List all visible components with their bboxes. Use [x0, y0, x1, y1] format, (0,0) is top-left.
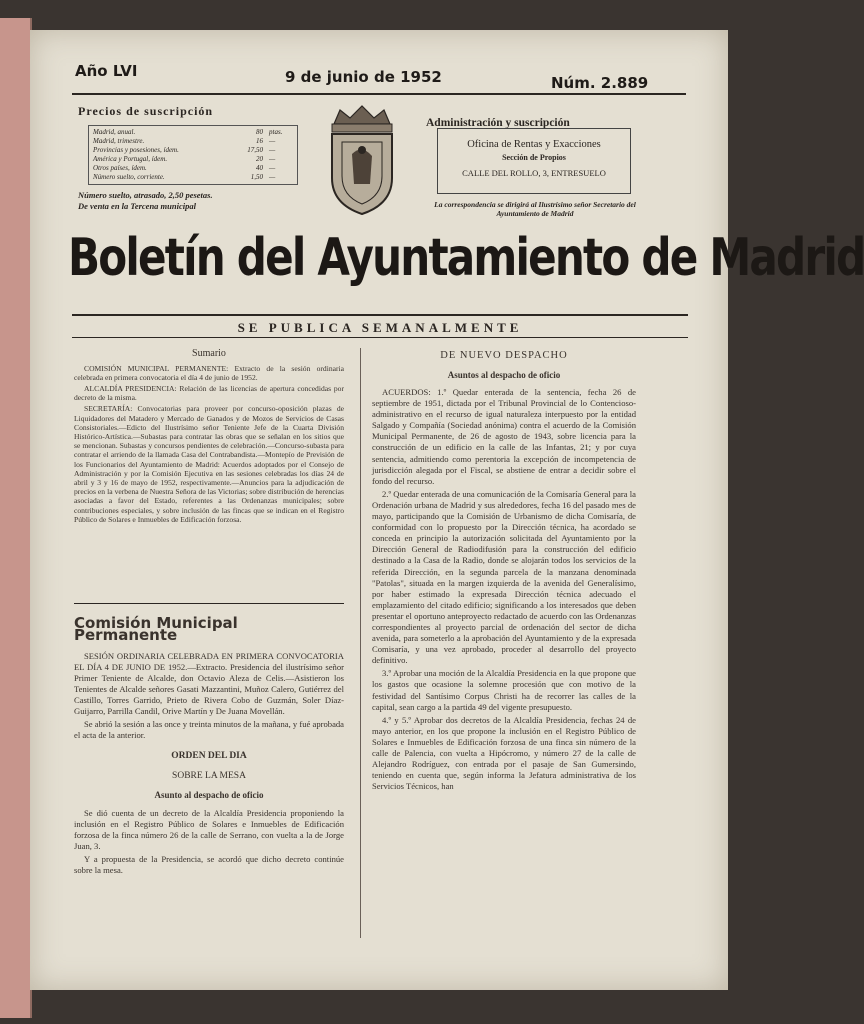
subscription-note-1: Número suelto, atrasado, 2,50 pesetas.	[78, 190, 213, 200]
issue-date: 9 de junio de 1952	[285, 68, 442, 86]
paragraph: SESIÓN ORDINARIA CELEBRADA EN PRIMERA CONVOCATORIA EL DÍA 4 DE JUNIO DE 1952.—Extracto. Presidencia del ilustrísimo señor Primer Teniente de Alcalde, don Octavio Aleza de Celis.—Asistieron los Tenientes de Alcalde señores Gasati Mazzantini, Muñoz Calero, Gutiérrez del Castillo, Torres Garrido, Prieto de Rivera Cobo de Guzmán, Soler Díaz-Guijarro, Parrilla Candil, Orive Martín y De Juana Movellán.	[74, 651, 344, 716]
paragraph: 2.º Quedar enterada de una comunicación de la Comisaría General para la Ordenación urbana de Madrid y sus alrededores, fecha 16 del pasado mes de mayo, participando que la Comisión de Urbanismo de dicha Comisaría, de conformidad con lo propuesto por la Dirección técnica, ha acordado se conceda en principio la autorización solicitada del Ayuntamiento por la Dirección General de Radiodifusión para la construcción del edificio destinado a la Casa de la Radio, donde se alojarán todos los servicios de la referida Dirección, en la segunda parcela de la manzana denominada "Patolas", situada en la margen izquierda de la avenida del Generalísimo, por haber estimado la expresada Dirección técnica adecuado el emplazamiento del citado edificio; significando a los interesados que deben presentar el oportuno anteproyecto redactado de acuerdo con las Ordenanzas correspondientes al proyecto parcial de ordenación del sector de dicha avenida, para someterlo a la aprobación del Ayuntamiento y de la expresada Comisaría, y una vez aprobado, proceder al desarrollo del proyecto definitivo.	[372, 488, 636, 666]
dispatch-text	[74, 808, 344, 876]
price-row	[93, 164, 293, 173]
office-section: Sección de Propios	[502, 153, 566, 162]
price-row	[93, 173, 293, 182]
price-table	[88, 125, 298, 185]
paragraph: 4.º y 5.º Aprobar dos decretos de la Alcaldía Presidencia, fechas 24 de mayo anterior, en los que propone la inclusión en el Registro Público de Solares e Inmuebles de Edificación forzosa de una finca sin número de la calle de Palencia, con vuelta a Hipócromo, y número 27 de la calle de Alejandro Rodríguez, con entrada por el pasaje de San Gumersindo, teniendo en cuenta que, según informa la Jefatura administrativa de los Servicios Técnicos, han	[372, 714, 636, 792]
subscription-heading: Precios de suscripción	[78, 104, 214, 118]
price-label: Madrid, anual.	[93, 128, 136, 136]
price-value: 16	[256, 137, 263, 145]
commission-section	[74, 614, 344, 878]
price-unit: —	[269, 164, 276, 172]
price-unit: ptas.	[269, 128, 283, 136]
price-label: Madrid, trimestre.	[93, 137, 145, 145]
price-label: Número suelto, corriente.	[93, 173, 165, 181]
price-value: 40	[256, 164, 263, 172]
left-column	[74, 348, 344, 526]
right-text	[372, 387, 636, 792]
price-unit: —	[269, 146, 276, 154]
summary-heading: Sumario	[192, 348, 226, 359]
paragraph: Y a propuesta de la Presidencia, se acordó que dicho decreto continúe sobre la mesa.	[74, 853, 344, 875]
price-value: 80	[256, 128, 263, 136]
administration-note: La correspondencia se dirigirá al Ilustrísimo señor Secretario del Ayuntamiento de Madrid	[434, 200, 636, 218]
price-unit: —	[269, 137, 276, 145]
right-heading: DE NUEVO DESPACHO	[440, 350, 568, 361]
coat-of-arms-icon	[320, 104, 404, 216]
paragraph: Se abrió la sesión a las once y treinta minutos de la mañana, y fué aprobada el acta de la anterior.	[74, 719, 344, 740]
price-unit: —	[269, 155, 276, 163]
right-column	[372, 350, 636, 794]
office-address: CALLE DEL ROLLO, 3, ENTRESUELO	[462, 168, 606, 178]
dispatch-heading: Asunto al despacho de oficio	[154, 790, 264, 800]
paragraph: ALCALDÍA PRESIDENCIA: Relación de las licencias de apertura concedidas por decreto de la misma.	[74, 383, 344, 403]
right-subheading: Asuntos al despacho de oficio	[447, 369, 561, 380]
price-label: Provincias y posesiones, ídem.	[93, 146, 179, 154]
masthead-rule	[72, 93, 686, 95]
summary-text	[74, 364, 344, 524]
paragraph: 3.º Aprobar una moción de la Alcaldía Presidencia en la que propone que los gastos que ocasione la solemne procesión que con motivo de la festividad del Santísimo Corpus Christi ha de recorrer las calles de la capital, sean cargo a la partida 49 del vigente presupuesto.	[372, 668, 636, 712]
paragraph: COMISIÓN MUNICIPAL PERMANENTE: Extracto de la sesión ordinaria celebrada en primera convocatoria el día 4 de junio de 1952.	[74, 363, 344, 382]
title-rule	[72, 314, 688, 316]
paragraph: Se dió cuenta de un decreto de la Alcaldía Presidencia proponiendo la inclusión en el Registro Público de Solares e Inmuebles de Edificación forzosa de la finca número 26 de la calle de Serrano, con vuelta a la de Jorge Juan, 3.	[74, 807, 344, 851]
order-heading: ORDEN DEL DIA	[171, 751, 247, 761]
administration-box	[437, 128, 631, 194]
price-value: 1,50	[250, 173, 263, 181]
office-name: Oficina de Rentas y Exacciones	[467, 139, 601, 150]
summary-rule	[74, 603, 344, 604]
price-label: Otros países, ídem.	[93, 164, 147, 172]
price-value: 17,50	[247, 146, 263, 154]
newspaper-subtitle: SE PUBLICA SEMANALMENTE	[237, 320, 523, 335]
price-row	[93, 155, 293, 164]
commission-heading: Comisión Municipal Permanente	[74, 614, 238, 644]
price-value: 20	[256, 155, 263, 163]
newspaper-title: Boletín del Ayuntamiento de Madrid	[68, 228, 864, 288]
table-heading: SOBRE LA MESA	[172, 770, 246, 781]
subscription-note-2: De venta en la Tercena municipal	[78, 201, 196, 211]
subtitle-rule	[72, 337, 688, 338]
administration-heading: Administración y suscripción	[426, 117, 570, 129]
scan-edge-left	[0, 18, 32, 1018]
price-row	[93, 146, 293, 155]
issue-number: Núm. 2.889	[551, 74, 649, 92]
commission-text	[74, 651, 344, 741]
paragraph: SECRETARÍA: Convocatorias para proveer por concurso-oposición plazas de Liquidadores del Matadero y Mercado de Ganados y de Mozos de Servicios de Casas Consistoriales.—Edicto del Ilustrísimo señor Teniente Jefe de la Cuarta División Histórico-Artística.—Subastas para contratar las obras que se señalan en los sitios que se mencionan. Subastas y concursos pendientes de celebración.—Concurso-subasta para contratar el arriendo de la llamada Casa del Contrabandista.—Montepío de Previsión de los Funcionarios del Ayuntamiento de Madrid: Acuerdos adoptados por el Consejo de Administración y por la Comisión Ejecutiva en las sesiones celebradas los días 24 de abril y 3 y 16 de mayo de 1952, respectivamente.—Anuncios para la adjudicación de precios en la verbena de Nuestra Señora de las Victorias; sobre distribución de herencias asociadas a favor del Estado, referentes a las Ordenanzas municipales; sobre contribuciones especiales, y sobre inclusión de las fincas que se indican en el Registro Público de Solares e Inmuebles de Edificación forzosa.	[74, 404, 344, 524]
column-divider	[360, 348, 361, 938]
price-label: América y Portugal, ídem.	[93, 155, 168, 163]
price-row	[93, 137, 293, 146]
paragraph: ACUERDOS: 1.º Quedar enterada de la sentencia, fecha 26 de septiembre de 1951, dictada por el Tribunal Provincial de lo Contencioso-administrativo en el recurso de igual naturaleza interpuesto por la entidad Salgado y Compañía (Sociedad anónima) contra el acuerdo de la Comisión Municipal Permanente, de 26 de agosto de 1943, sobre licencia para la construcción de un edificio en la calle de las Infantas, 21; y por cuya sentencia, admitiendo como perentoria la excepción de incompetencia de jurisdicción alegada por el Fiscal, se abstiene de entrar a decidir sobre el fondo del recurso.	[372, 387, 636, 486]
newspaper-page	[30, 30, 864, 990]
price-row	[93, 128, 293, 137]
price-unit: —	[269, 173, 276, 181]
year-label: Año LVI	[75, 62, 138, 80]
